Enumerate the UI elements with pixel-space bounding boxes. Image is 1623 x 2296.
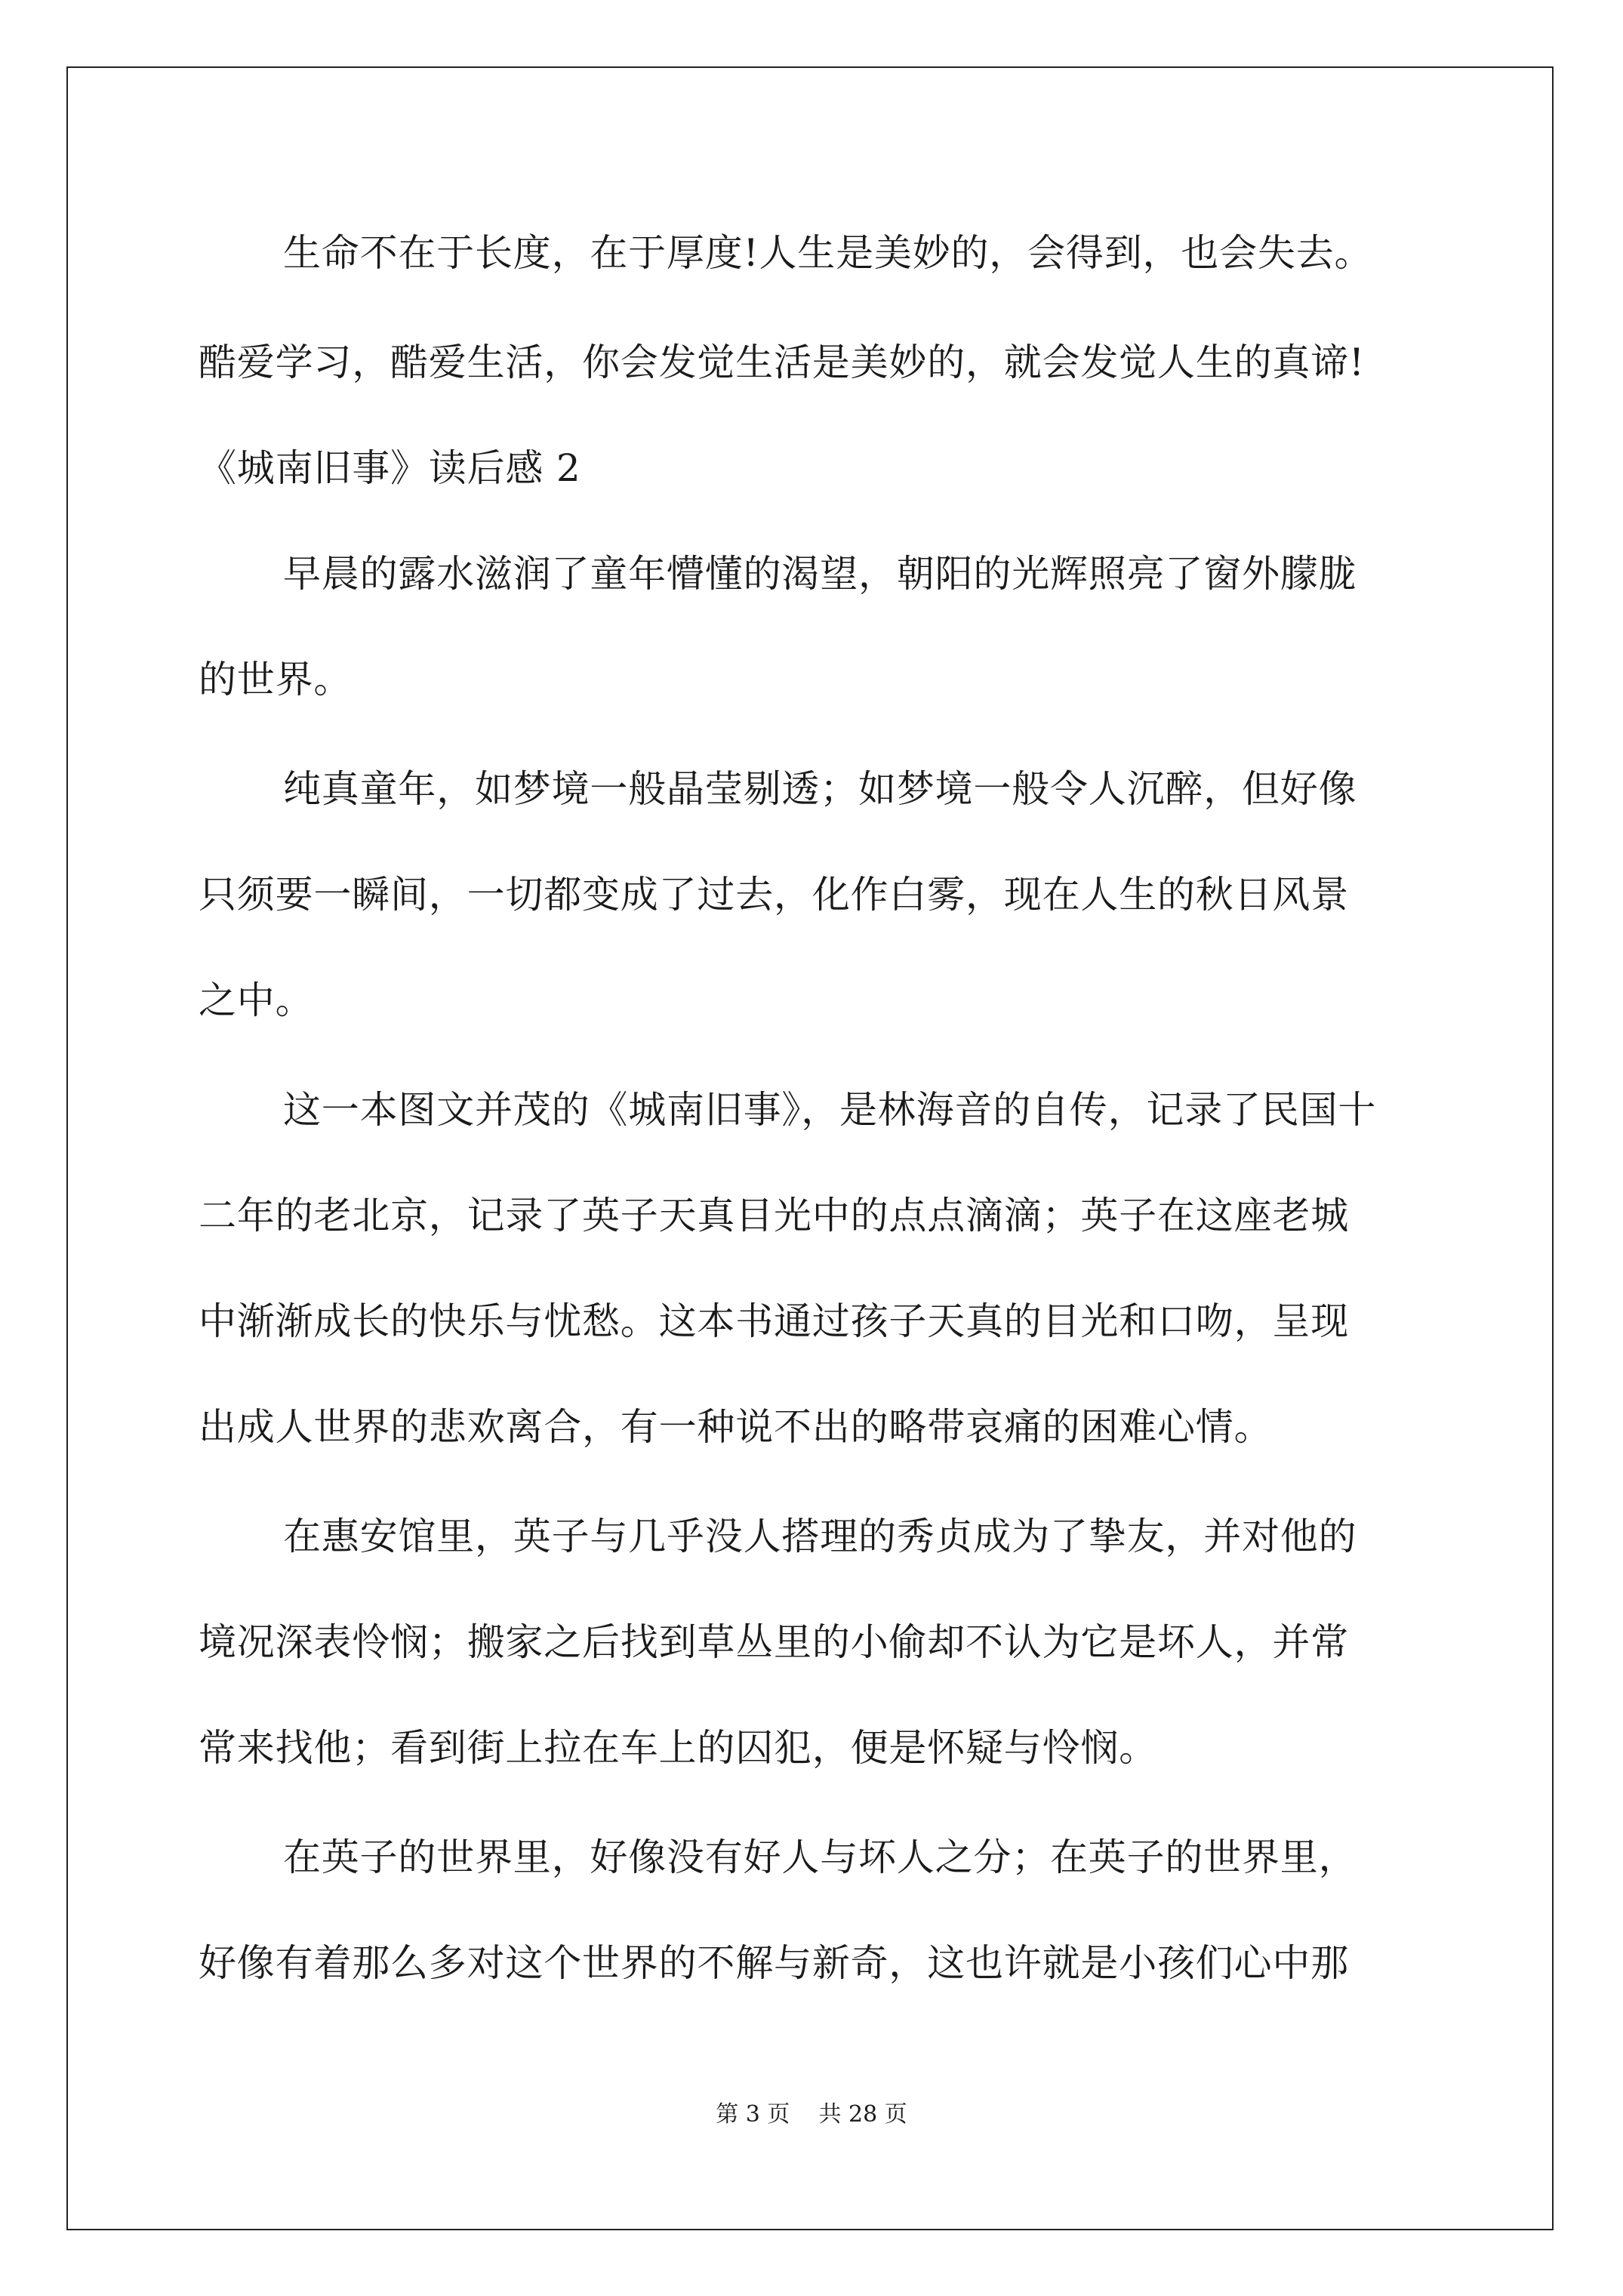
paragraph-line: 早晨的露水滋润了童年懵懂的渴望，朝阳的光辉照亮了窗外朦胧 xyxy=(283,552,1357,596)
paragraph-line: 出成人世界的悲欢离合，有一种说不出的略带哀痛的困难心情。 xyxy=(199,1405,1273,1449)
paragraph-line: 酷爱学习，酷爱生活，你会发觉生活是美妙的，就会发觉人生的真谛! xyxy=(199,341,1365,384)
paragraph-line: 只须要一瞬间，一切都变成了过去，化作白雾，现在人生的秋日风景 xyxy=(199,873,1349,917)
paragraph-line: 在英子的世界里，好像没有好人与坏人之分；在英子的世界里， xyxy=(283,1835,1357,1879)
paragraph-line: 之中。 xyxy=(199,978,314,1022)
paragraph-line: 境况深表怜悯；搬家之后找到草丛里的小偷却不认为它是坏人，并常 xyxy=(199,1620,1349,1664)
paragraph-line: 好像有着那么多对这个世界的不解与新奇，这也许就是小孩们心中那 xyxy=(199,1941,1349,1985)
paragraph-line: 的世界。 xyxy=(199,658,353,701)
paragraph-line: 这一本图文并茂的《城南旧事》，是林海音的自传，记录了民国十 xyxy=(283,1088,1377,1132)
paragraph-line: 纯真童年，如梦境一般晶莹剔透；如梦境一般令人沉醉，但好像 xyxy=(283,767,1357,811)
paragraph-line: 中渐渐成长的快乐与忧愁。这本书通过孩子天真的目光和口吻，呈现 xyxy=(199,1299,1349,1343)
section-heading: 《城南旧事》读后感 2 xyxy=(199,446,581,490)
paragraph-line: 在惠安馆里，英子与几乎没人搭理的秀贞成为了挚友，并对他的 xyxy=(283,1515,1357,1558)
paragraph-line: 常来找他；看到街上拉在车上的囚犯，便是怀疑与怜悯。 xyxy=(199,1726,1157,1770)
page-border xyxy=(66,66,1554,2230)
paragraph-line: 生命不在于长度，在于厚度!人生是美妙的，会得到，也会失去。 xyxy=(283,231,1373,275)
page-number: 第 3 页 共 28 页 xyxy=(716,2101,907,2128)
paragraph-line: 二年的老北京，记录了英子天真目光中的点点滴滴；英子在这座老城 xyxy=(199,1194,1349,1237)
